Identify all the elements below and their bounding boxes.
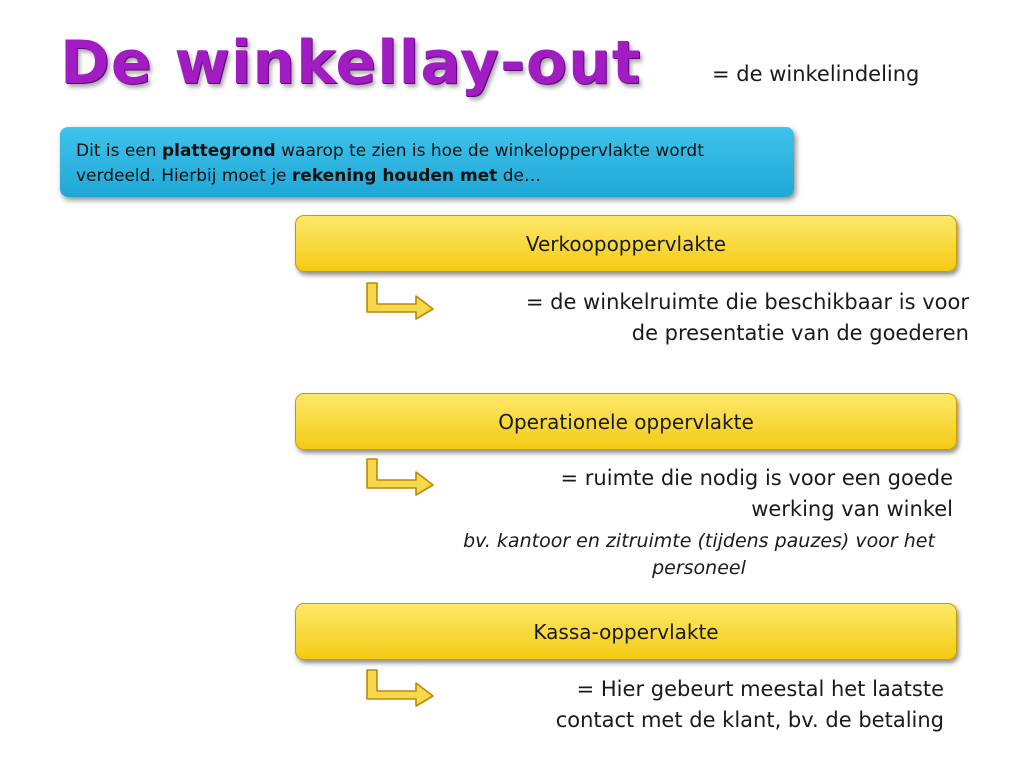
intro-bold-plattegrond: plattegrond [161, 141, 276, 161]
description-line: = Hier gebeurt meestal het laatste [576, 677, 944, 701]
section-heading-verkoop: Verkoopoppervlakte [295, 215, 957, 272]
description-line: de presentatie van de goederen [631, 321, 969, 345]
intro-text: de… [497, 166, 541, 186]
description-line: = de winkelruimte die beschikbaar is voor [525, 290, 969, 314]
section-description-operationeel [561, 463, 953, 525]
bent-arrow-right-icon [364, 281, 436, 321]
description-line: contact met de klant, bv. de betaling [555, 708, 944, 732]
section-example-operationeel [400, 528, 998, 582]
example-line: personeel [652, 557, 746, 579]
intro-bold-rekening: rekening houden met [291, 166, 498, 186]
section-heading-kassa: Kassa-oppervlakte [295, 603, 957, 660]
description-line: = ruimte die nodig is voor een goede [560, 466, 953, 490]
intro-box [60, 127, 794, 197]
page-title: De winkellay-out [60, 28, 642, 98]
section-description-verkoop [526, 287, 969, 349]
bent-arrow-right-icon [364, 457, 436, 497]
section-description-kassa [556, 674, 944, 736]
section-heading-operationeel: Operationele oppervlakte [295, 393, 957, 450]
page-subtitle: = de winkelindeling [712, 62, 920, 86]
example-line: bv. kantoor en zitruimte (tijdens pauzes) voor het [463, 530, 935, 552]
bent-arrow-right-icon [364, 668, 436, 708]
intro-text: waarop te zien is hoe de winkeloppervlakte wordt verdeeld. Hierbij moet je [76, 141, 704, 186]
intro-text: Dit is een [76, 141, 162, 161]
description-line: werking van winkel [751, 497, 953, 521]
